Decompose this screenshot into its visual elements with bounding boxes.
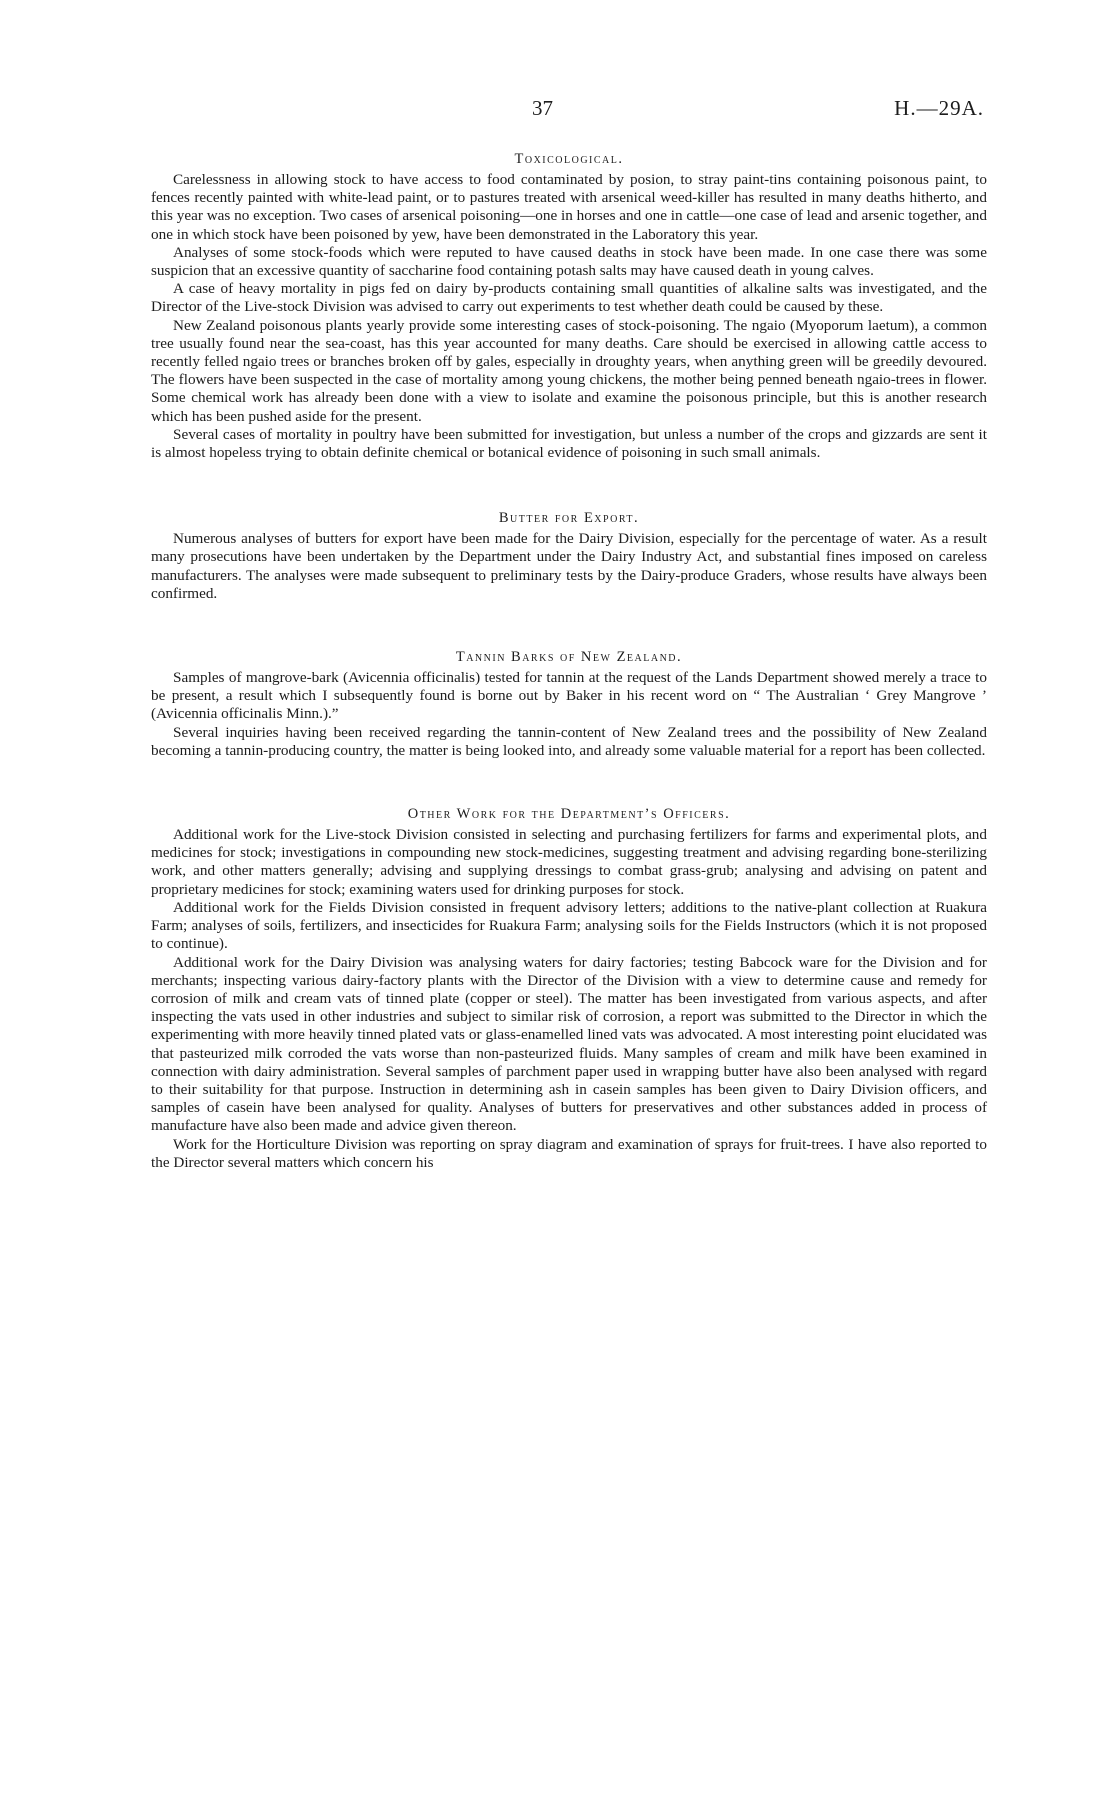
section-other-work [151,805,987,1172]
section-heading: Other Work for the Department’s Officers. [407,806,731,823]
paragraph: Samples of mangrove-bark (Avicennia officinalis) tested for tannin at the request of the Lands Department showed merely a trace to be present, a result which I subsequently found is borne out by Baker in his recent word on “ The Australian ‘ Grey Mangrove ’ (Avicennia officinalis Minn.).” [151,669,987,723]
section-butter-for-export [151,509,987,603]
paragraph: Numerous analyses of butters for export have been made for the Dairy Division, especially for the percentage of water. As a result many prosecutions have been undertaken by the Department under the Dairy Industry Act, and substantial fines imposed on careless manufacturers. The analyses were made subsequent to preliminary tests by the Dairy-produce Graders, whose results have always been confirmed. [151,530,987,602]
section-heading: Tannin Barks of New Zealand. [455,649,683,666]
document-body [151,150,987,1172]
paragraph: A case of heavy mortality in pigs fed on dairy by-products containing small quantities of alkaline salts was investigated, and the Director of the Live-stock Division was advised to carry out experiments to test whether death could be caused by these. [151,280,987,316]
paragraph: Carelessness in allowing stock to have access to food contaminated by posion, to stray paint-tins containing poisonous paint, to fences recently painted with white-lead paint, or to pastures treated with arsenical weed-killer has resulted in many deaths hitherto, and this year was no exception. Two cases of arsenical poisoning—one in horses and one in cattle—one case of lead and arsenic together, and one in which stock have been poisoned by yew, have been demonstrated in the Laboratory this year. [151,171,987,243]
paragraph: Work for the Horticulture Division was reporting on spray diagram and examination of sprays for fruit-trees. I have also reported to the Director several matters which concern his [151,1135,987,1171]
paragraph: Additional work for the Live-stock Division consisted in selecting and purchasing fertilizers for farms and experimental plots, and medicines for stock; investigations in compounding new stock-medicines, suggesting treatment and advising regarding bone-sterilizing work, and other matters generally; advising and supplying dressings to combat grass-grub; analysing and advising on patent and proprietary medicines for stock; examining waters used for drinking purposes for stock. [151,826,987,898]
page-number: 37 [532,96,553,120]
page-header [0,96,1114,126]
paragraph: Several cases of mortality in poultry have been submitted for investigation, but unless a number of the crops and gizzards are sent it is almost hopeless trying to obtain definite chemical or botanical evidence of poisoning in such small animals. [151,425,987,462]
paragraph: Several inquiries having been received regarding the tannin-content of New Zealand trees and the possibility of New Zealand becoming a tannin-producing country, the matter is being looked into, and already some valuable material for a report has been collected. [151,723,987,759]
document-reference: H.—29A. [894,96,984,120]
section-toxicological [151,150,987,462]
section-heading: Butter for Export. [498,510,640,527]
section-tannin-barks [151,648,987,760]
paragraph: Additional work for the Dairy Division was analysing waters for dairy factories; testing Babcock ware for the Division and for merchants; inspecting various dairy-factory plants with the Director of the Division with a view to determine cause and remedy for corrosion of milk and cream vats of tinned plate (copper or steel). The matter has been investigated from various aspects, and after inspecting the vats used in other industries and subject to similar risk of corrosion, a report was submitted to the Director in which the experimenting with more heavily tinned plated vats or glass-enamelled lined vats was advocated. A most interesting point elucidated was that pasteurized milk corroded the vats worse than non-pasteurized fluids. Many samples of cream and milk have been examined in connection with dairy administration. Several samples of parchment paper used in wrapping butter have also been analysed with regard to their suitability for that purpose. Instruction in determining ash in casein samples has been given to Dairy Division officers, and samples of casein have been analysed for quality. Analyses of butters for preservatives and other substances added in process of manufacture have also been made and advice given thereon. [151,953,987,1135]
paragraph: Analyses of some stock-foods which were reputed to have caused deaths in stock have been made. In one case there was some suspicion that an excessive quantity of saccharine food containing potash salts may have caused death in young calves. [151,243,987,280]
paragraph: Additional work for the Fields Division consisted in frequent advisory letters; additions to the native-plant collection at Ruakura Farm; analyses of soils, fertilizers, and insecticides for Ruakura Farm; analysing soils for the Fields Instructors (which it is not proposed to continue). [151,898,987,953]
paragraph: New Zealand poisonous plants yearly provide some interesting cases of stock-poisoning. The ngaio (Myoporum laetum), a common tree usually found near the sea-coast, has this year accounted for many deaths. Care should be exercised in allowing cattle access to recently felled ngaio trees or branches broken off by gales, especially in droughty years, when anything green will be greedily devoured. The flowers have been suspected in the case of mortality among young chickens, the mother being penned beneath ngaio-trees in flower. Some chemical work has already been done with a view to isolate and examine the poisonous principle, but this is another research which has been pushed aside for the present. [151,316,987,425]
section-heading: Toxicological. [514,151,624,167]
